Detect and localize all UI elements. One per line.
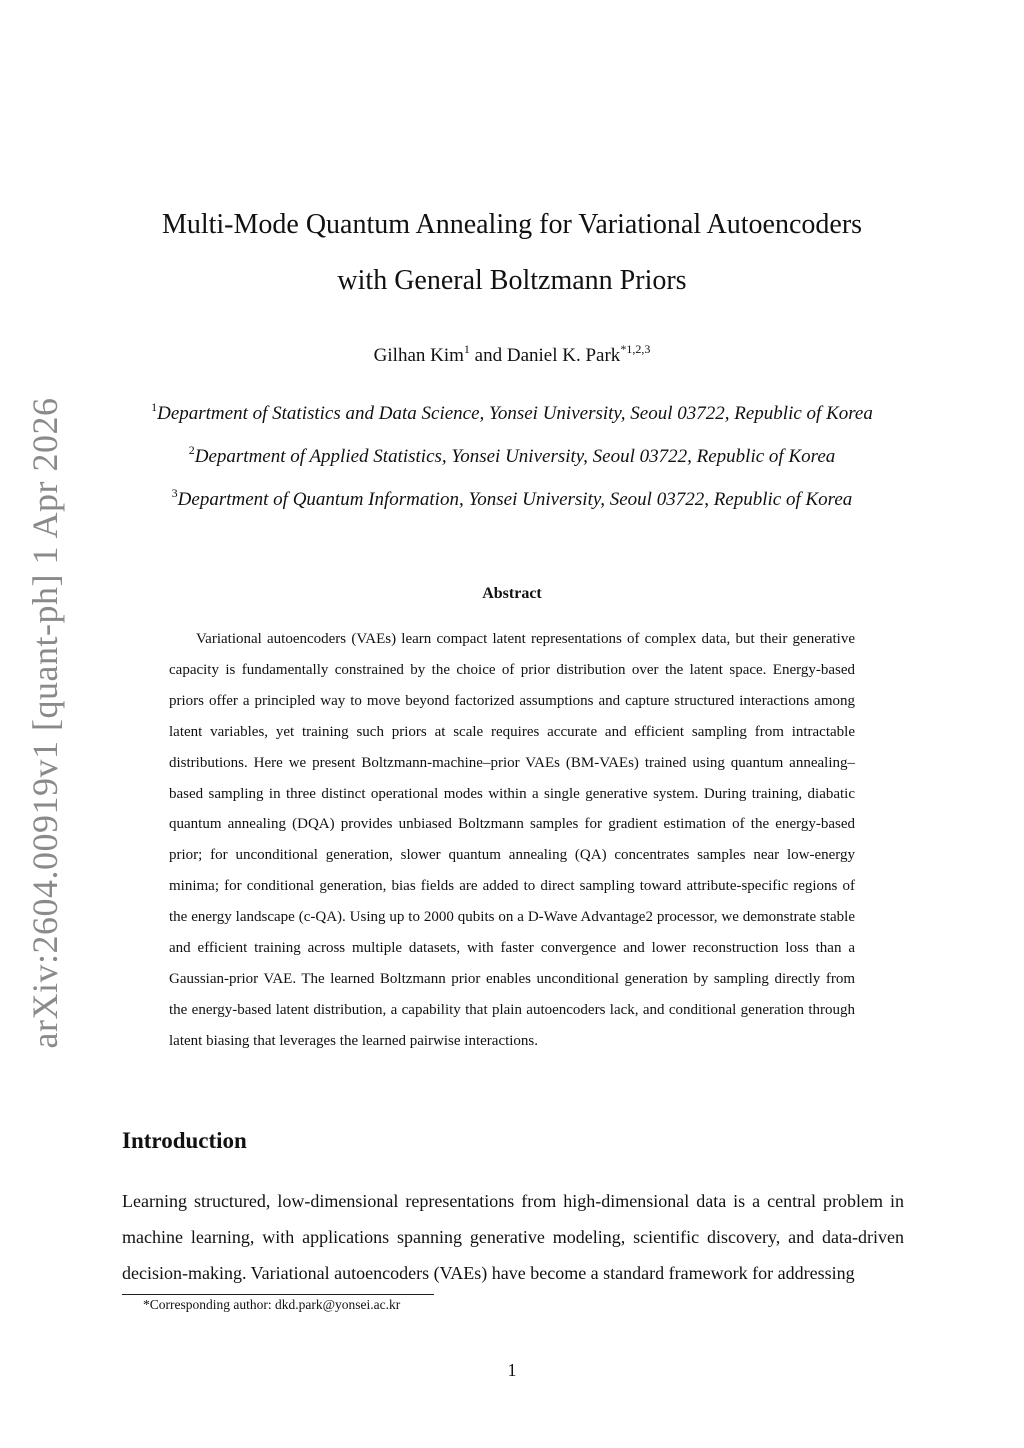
- affiliation-marker: 1: [151, 400, 158, 414]
- affiliation-marker: 3: [171, 486, 178, 500]
- abstract-heading: Abstract: [482, 585, 542, 602]
- affiliation-marker: 2: [188, 443, 195, 457]
- introduction-body: Learning structured, low-dimensional representations from high-dimensional data is a central problem in machine learning, with applications spanning generative modeling, scientific discovery, and data-driven decision-making. Variational autoencoders (VAEs) have become a standard framework for addressing: [122, 1191, 904, 1283]
- page-number: 1: [507, 1360, 517, 1380]
- affiliation-item: [0, 389, 1024, 432]
- affiliation-text: Department of Statistics and Data Science, Yonsei University, Seoul 03722, Republic of Korea: [157, 403, 873, 424]
- affiliation-text: Department of Applied Statistics, Yonsei University, Seoul 03722, Republic of Korea: [194, 446, 836, 467]
- author-affiliation-marker: 1: [463, 342, 470, 356]
- paper-title: [0, 197, 1024, 309]
- title-line-2: with General Boltzmann Priors: [337, 265, 687, 296]
- author-name: Gilhan Kim: [373, 345, 464, 366]
- abstract-body: Variational autoencoders (VAEs) learn compact latent representations of complex data, but their generative capacity is fundamentally constrained by the choice of prior distribution over the latent space. Energy-based priors offer a principled way to move beyond factorized assumptions and capture structured interactions among latent variables, yet training such priors at scale requires accurate and efficient sampling from intractable distributions. Here we present Boltzmann-machine–prior VAEs (BM-VAEs) trained using quantum annealing–based sampling in three distinct operational modes within a single generative system. During training, diabatic quantum annealing (DQA) provides unbiased Boltzmann samples for gradient estimation of the energy-based prior; for unconditional generation, slower quantum annealing (QA) concentrates samples near low-energy minima; for conditional generation, bias fields are added to direct sampling toward attribute-specific regions of the energy landscape (c-QA). Using up to 2000 qubits on a D-Wave Advantage2 processor, we demonstrate stable and efficient training across multiple datasets, with faster convergence and lower reconstruction loss than a Gaussian-prior VAE. The learned Boltzmann prior enables unconditional generation by sampling directly from the energy-based latent distribution, a capability that plain autoencoders lack, and conditional generation through latent biasing that leverages the learned pairwise interactions.: [169, 631, 855, 1049]
- author-list: [0, 335, 1024, 370]
- author-connector: and: [469, 345, 507, 366]
- affiliation-text: Department of Quantum Information, Yonsei University, Seoul 03722, Republic of Korea: [177, 489, 853, 510]
- arxiv-identifier-stamp: arXiv:2604.00919v1 [quant-ph] 1 Apr 2026: [25, 397, 65, 1049]
- introduction-heading: Introduction: [122, 1128, 247, 1153]
- footnote-divider: [122, 1294, 434, 1295]
- author-affiliation-marker: *1,2,3: [620, 342, 651, 356]
- corresponding-author-footnote: *Corresponding author: dkd.park@yonsei.ac.kr: [143, 1297, 401, 1312]
- affiliation-list: [0, 389, 1024, 518]
- author-name: Daniel K. Park: [506, 345, 621, 366]
- title-line-1: Multi-Mode Quantum Annealing for Variational Autoencoders: [161, 209, 863, 240]
- affiliation-item: [0, 432, 1024, 475]
- affiliation-item: [0, 475, 1024, 518]
